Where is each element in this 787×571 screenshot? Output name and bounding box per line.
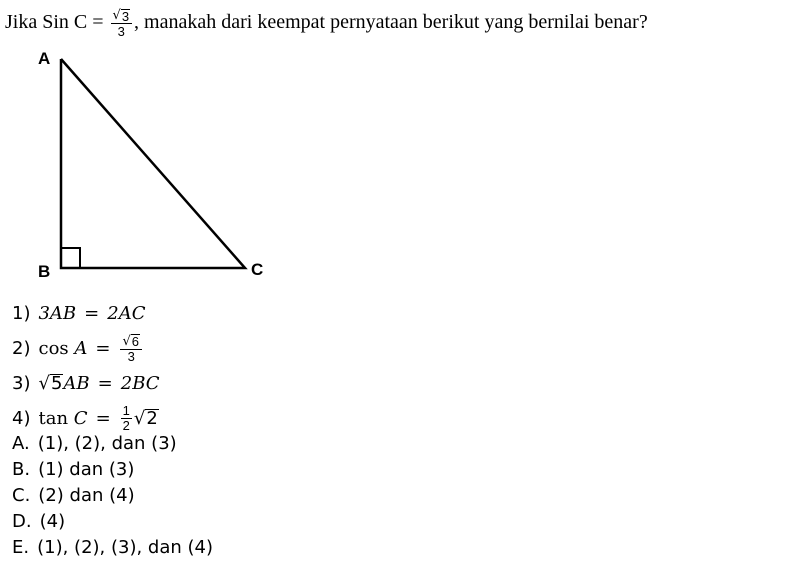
sqrt-symbol: √ [38,373,50,394]
option-letter: E. [12,537,30,558]
option-text: (2) dan (4) [38,485,135,506]
lhs: AB [63,373,90,394]
option-b[interactable] [12,457,213,483]
statement-sqrt [134,408,159,429]
variable: C [73,408,88,429]
option-letter: D. [12,511,32,532]
rhs: 2AC [107,303,146,324]
option-text: (1), (2), dan (3) [37,433,177,454]
lhs: 3AB [38,303,77,324]
function-name: cos [38,338,69,359]
statement-list [12,296,160,436]
sqrt-symbol: √ [122,333,131,349]
sin-c-numerator: 3 [121,8,130,24]
option-text: (1), (2), (3), dan (4) [37,537,214,558]
statement-formula: tan C = [38,408,111,429]
sin-c-denominator: 3 [117,24,125,40]
statement-3 [12,366,160,401]
statement-sqrt [38,373,63,394]
fraction-numerator: 1 [122,403,130,418]
statement-number: 2) [12,338,31,359]
option-c[interactable] [12,483,213,509]
right-angle-marker [61,248,80,268]
fraction-numerator: 6 [131,333,139,349]
question-text [5,2,785,42]
option-letter: C. [12,485,31,506]
statement-fraction [121,404,132,433]
sqrt-argument: 2 [146,408,158,430]
fraction-denominator: 3 [127,348,135,364]
rhs: 2BC [120,373,160,394]
triangle-figure [0,40,300,290]
sin-c-fraction [111,7,133,39]
statement-number: 3) [12,373,31,394]
variable: A [74,338,88,359]
fraction-denominator: 2 [122,418,130,433]
function-name: tan [38,408,69,429]
option-letter: B. [12,459,31,480]
statement-formula: AB = 2BC [63,373,160,394]
sqrt-argument: 5 [50,373,63,395]
option-text: (4) [39,511,66,532]
sqrt-symbol: √ [112,8,121,24]
option-a[interactable] [12,431,213,457]
question-suffix: , manakah dari keempat pernyataan berikut yang bernilai benar? [134,11,648,33]
question-prefix: Jika Sin C = [5,11,109,33]
statement-number: 4) [12,408,31,429]
vertex-label-c: C [251,260,264,279]
statement-formula: 3AB = 2AC [38,303,146,324]
statement-1 [12,296,160,331]
statement-number: 1) [12,303,31,324]
vertex-label-b: B [38,262,51,281]
statement-formula: cos A = [38,338,111,359]
option-d[interactable] [12,509,213,535]
sqrt-symbol: √ [133,408,146,429]
option-letter: A. [12,433,30,454]
vertex-label-a: A [38,49,51,68]
answer-options [12,431,213,561]
statement-fraction [120,334,142,364]
statement-2 [12,331,160,366]
option-e[interactable] [12,535,213,561]
triangle-shape [61,59,245,268]
option-text: (1) dan (3) [38,459,135,480]
